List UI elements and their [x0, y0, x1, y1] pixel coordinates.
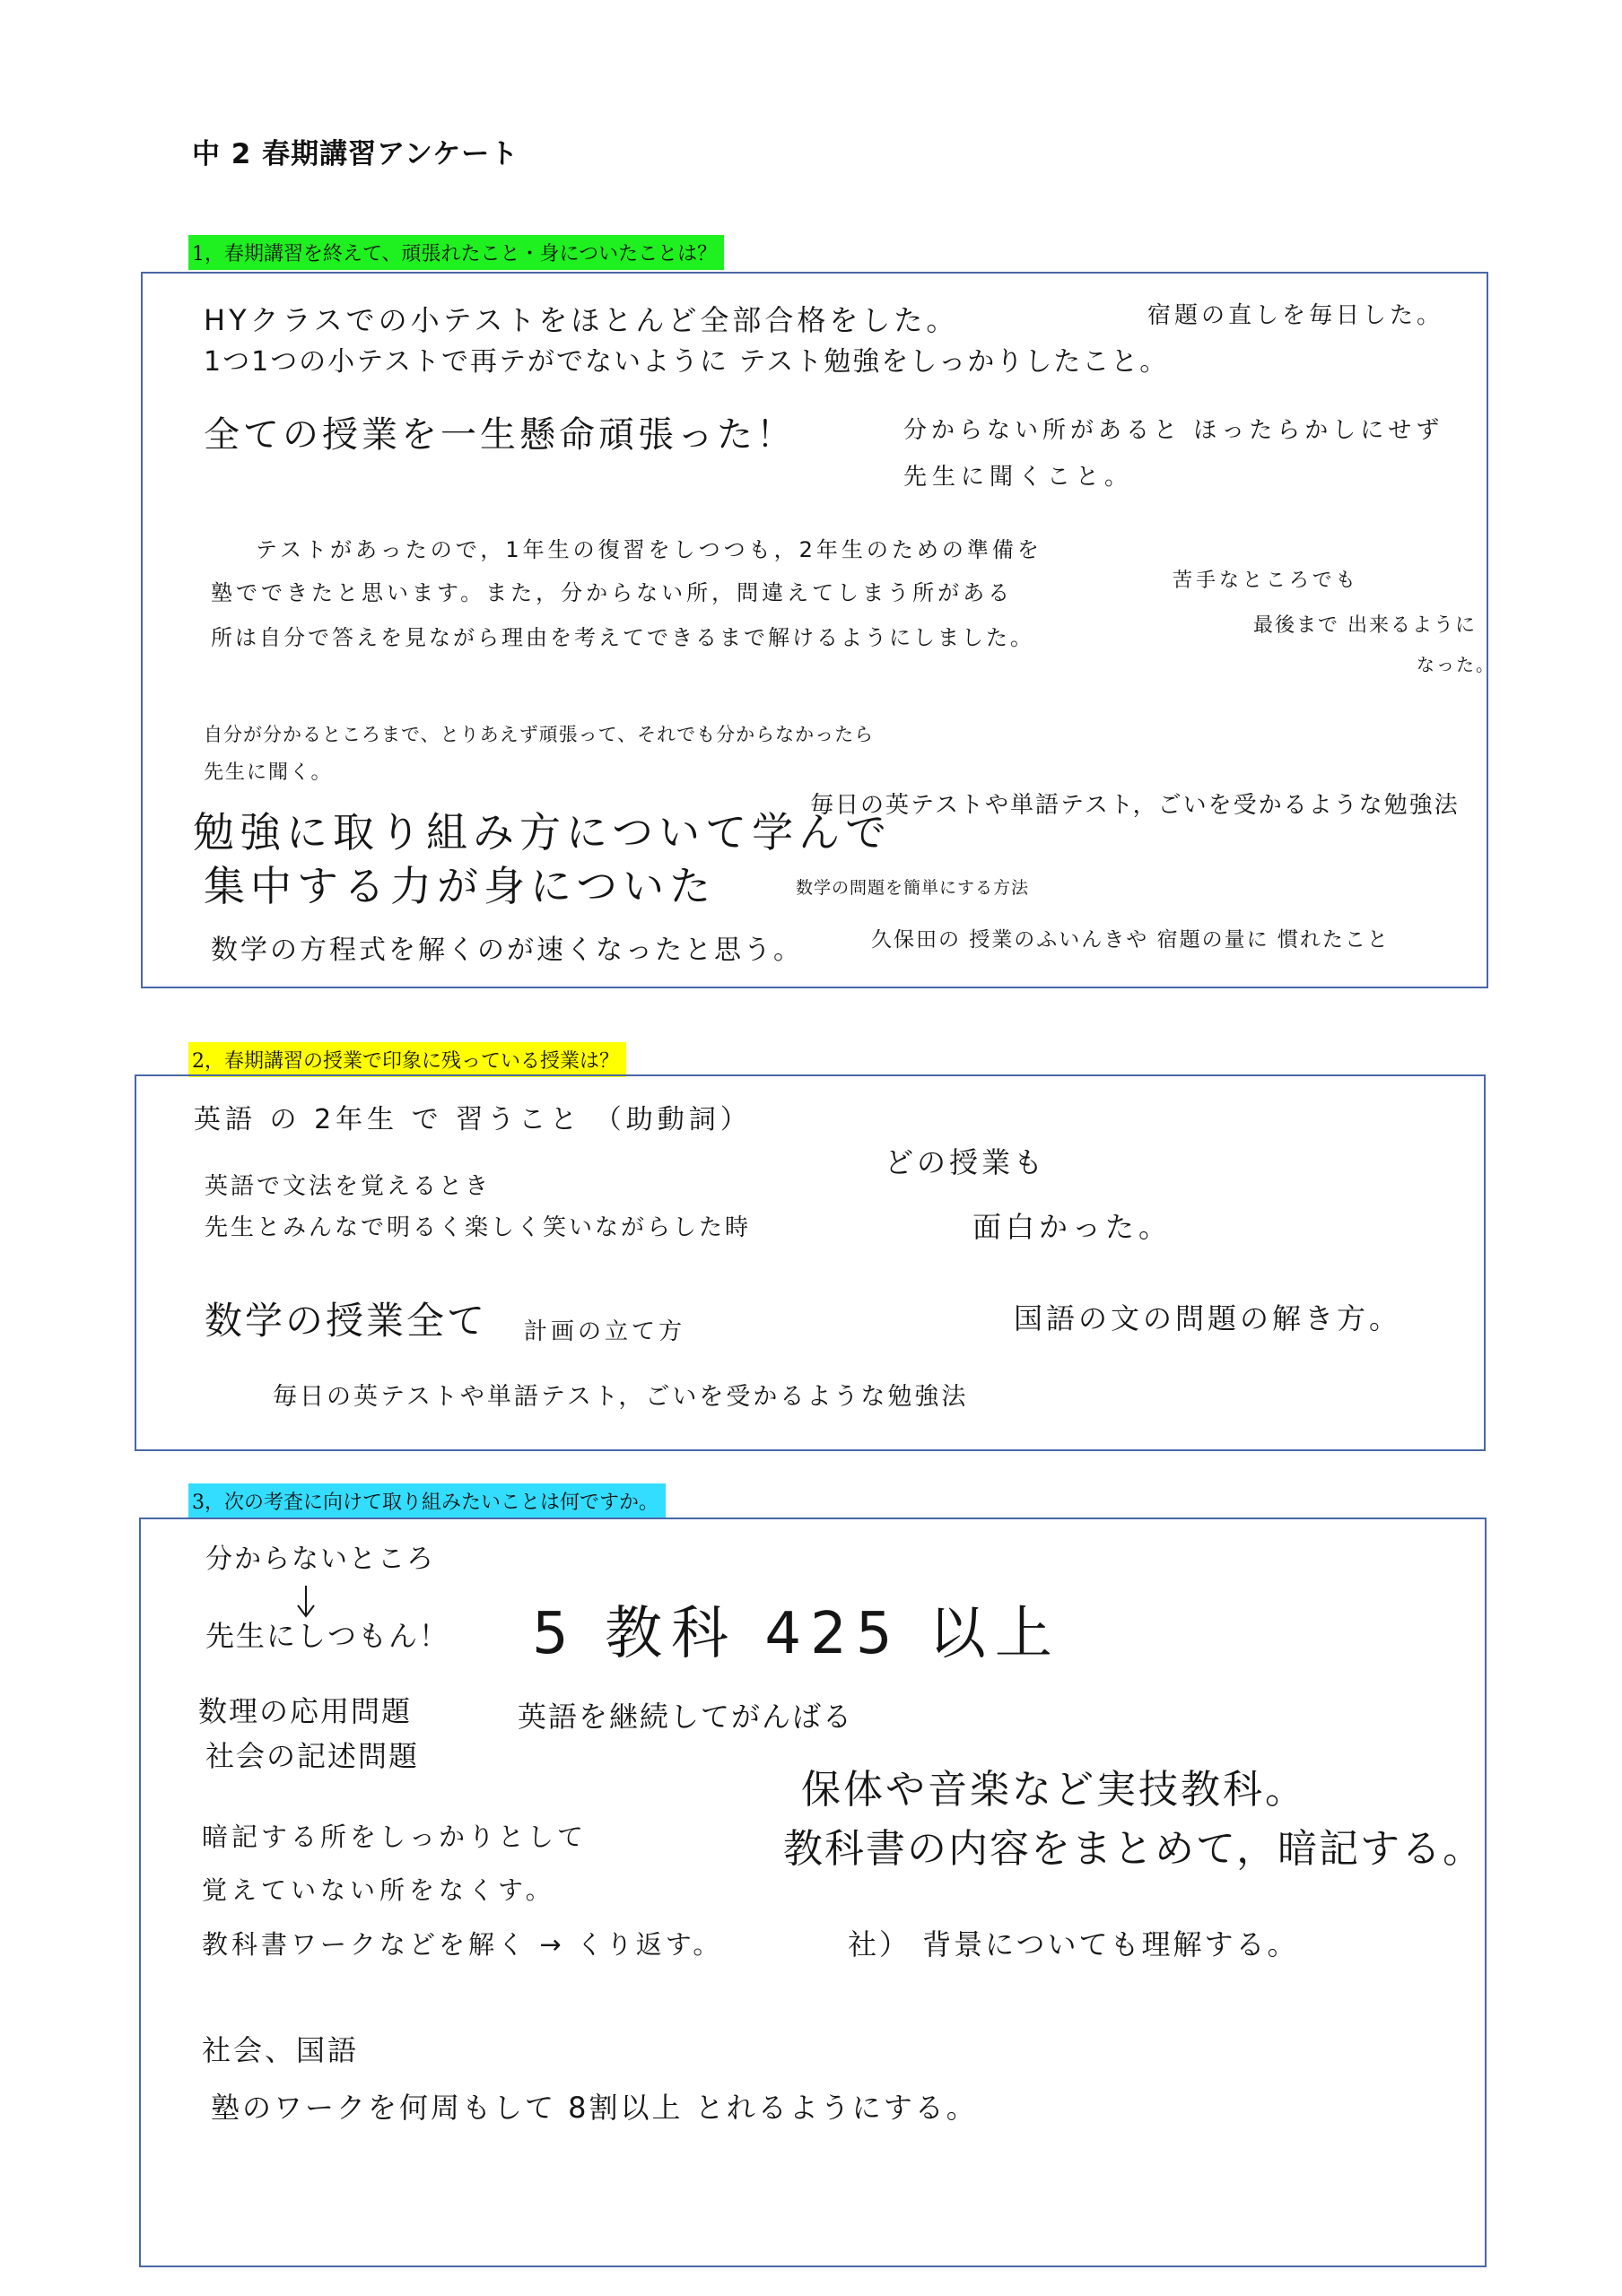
answer-text: 分からないところ — [205, 1544, 435, 1575]
answer-text: HYクラスでの小テストをほとんど全部合格をした。 — [204, 303, 959, 337]
answer-text: 英語 の 2年生 で 習うこと （助動詞） — [194, 1104, 752, 1135]
answer-box-3 — [139, 1518, 1487, 2267]
answer-text: 毎日の英テストや単語テスト，ごいを受かるような勉強法 — [810, 792, 1460, 819]
answer-text: 教科書の内容をまとめて，暗記する。 — [783, 1826, 1485, 1872]
answer-text: 暗記する所をしっかりとして — [202, 1822, 588, 1852]
answer-text: 教科書ワークなどを解く → くり返す。 — [202, 1929, 723, 1960]
answer-text: 保体や音楽など実技教科。 — [801, 1767, 1307, 1813]
answer-text: 集中する力が身についた — [204, 862, 717, 910]
answer-text: 苦手なところでも — [1173, 570, 1359, 592]
answer-text: 英語を継続してがんばる — [518, 1700, 854, 1734]
answer-text: 数学の授業全て — [205, 1299, 488, 1343]
answer-text: 英語で文法を覚えるとき — [205, 1173, 492, 1200]
answer-text: 分からない所があると ほったらかしにせず — [903, 417, 1444, 444]
answer-text: 久保田の 授業のふいんきや 宿題の量に 慣れたこと — [871, 928, 1390, 952]
answer-text: 社会、国語 — [202, 2033, 360, 2067]
answer-text: 社会の記述問題 — [205, 1739, 420, 1773]
answer-box-1 — [141, 272, 1496, 988]
answer-text: 覚えていない所をなくす。 — [202, 1875, 555, 1905]
answer-text: 先生にしつもん！ — [205, 1619, 450, 1653]
answer-text: 数学の方程式を解くのが速くなったと思う。 — [211, 935, 803, 966]
answer-text: なった。 — [1417, 654, 1496, 675]
answer-box-2 — [135, 1074, 1486, 1451]
answer-text: 国語の文の問題の解き方。 — [1014, 1301, 1402, 1335]
answer-text: 全ての授業を一生懸命頑張った！ — [204, 414, 796, 456]
answer-text: 毎日の英テストや単語テスト，ごいを受かるような勉強法 — [273, 1383, 969, 1411]
answer-text: 社） 背景についても理解する。 — [848, 1927, 1299, 1961]
answer-text: 面白かった。 — [972, 1210, 1173, 1244]
answer-text: 数理の応用問題 — [198, 1694, 413, 1728]
answer-text: 最後まで 出来るように — [1253, 614, 1477, 637]
answer-text: 塾でできたと思います。また，分からない所，問違えてしまう所がある — [211, 580, 1014, 605]
answer-text: 計画の立て方 — [524, 1318, 686, 1345]
answer-text: 先生とみんなで明るく楽しく笑いながらした時 — [205, 1214, 752, 1241]
answer-text: テストがあったので，1年生の復習をしつつも，2年生のための準備を — [256, 537, 1042, 562]
answer-text: 宿題の直しを毎日した。 — [1147, 302, 1444, 329]
answer-text: 先生に聞くこと。 — [903, 464, 1134, 491]
question-3-label: 3，次の考査に向けて取り組みたいことは何ですか。 — [188, 1483, 666, 1518]
down-arrow-icon — [295, 1584, 317, 1620]
answer-text: どの授業も — [885, 1145, 1047, 1179]
answer-text: 1つ1つの小テストで再テがでないように テスト勉強をしっかりしたこと。 — [204, 346, 1169, 378]
answer-text: 自分が分かるところまで、とりあえず頑張って、それでも分からなかったら — [204, 724, 875, 745]
answer-text: 塾のワークを何周もして 8割以上 とれるようにする。 — [211, 2091, 978, 2125]
answer-text: 勉強に取り組み方について学んで — [193, 808, 893, 857]
answer-text: 数学の問題を簡単にする方法 — [796, 878, 1030, 898]
question-2-label: 2，春期講習の授業で印象に残っている授業は？ — [188, 1042, 626, 1077]
question-1-label: 1，春期講習を終えて、頑張れたこと・身についたことは？ — [188, 235, 724, 270]
page-title: 中 2 春期講習アンケート — [192, 138, 519, 170]
answer-text: 5 教科 425 以上 — [532, 1601, 1061, 1667]
answer-text: 所は自分で答えを見ながら理由を考えてできるまで解けるようにしました。 — [211, 625, 1034, 650]
answer-text: 先生に聞く。 — [204, 761, 333, 784]
